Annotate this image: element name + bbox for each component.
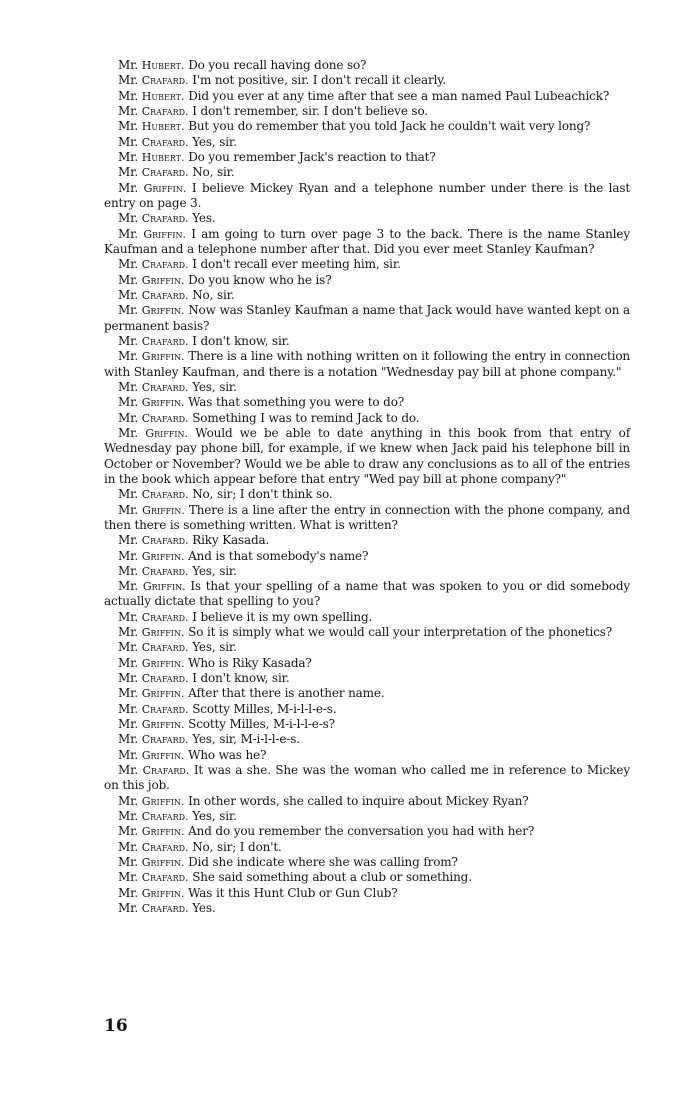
speaker-name: Crafard. [141,871,189,885]
transcript-line [104,227,630,258]
testimony-text: And is that somebody's name? [188,548,369,563]
transcript-line [104,579,630,610]
speaker: Mr. Crafard. [118,379,189,394]
speaker: Mr. Griffin. [118,303,185,318]
speaker-name: Griffin. [141,856,185,870]
testimony-text: Yes. [192,211,216,226]
transcript-line [104,686,630,701]
speaker-name: Hubert. [141,89,185,103]
testimony-text: Yes. [192,901,216,916]
transcript-line [104,73,630,88]
speaker: Mr. Griffin. [118,579,186,594]
speaker: Mr. Hubert. [118,88,185,103]
speaker-name: Crafard. [141,135,189,149]
transcript-line [104,89,630,104]
speaker: Mr. Crafard. [118,640,189,655]
testimony-text: After that there is another name. [188,686,385,701]
transcript-line [104,487,630,502]
testimony-text: I believe Mickey Ryan and a telephone number under there is the last entry on page 3. [104,180,630,210]
speaker: Mr. Griffin. [118,349,185,364]
testimony-text: No, sir; I don't think so. [192,487,333,502]
transcript-line [104,610,630,625]
speaker-name: Crafard. [141,672,189,686]
testimony-text: No, sir. [192,287,235,302]
transcript-line [104,625,630,640]
speaker: Mr. Crafard. [118,870,189,885]
speaker: Mr. Griffin. [118,425,189,440]
transcript-line [104,104,630,119]
speaker-name: Crafard. [141,74,189,88]
speaker-name: Crafard. [142,764,190,778]
speaker-name: Griffin. [141,273,185,287]
transcript-line [104,288,630,303]
speaker: Mr. Griffin. [118,272,185,287]
testimony-text: Do you remember Jack's reaction to that? [188,149,436,164]
speaker-name: Crafard. [141,166,189,180]
speaker: Mr. Griffin. [118,226,187,241]
transcript-line [104,671,630,686]
testimony-text: In other words, she called to inquire about Mickey Ryan? [188,793,529,808]
speaker-name: Griffin. [141,304,185,318]
transcript-line [104,150,630,165]
speaker-name: Crafard. [141,411,189,425]
testimony-text: Yes, sir. [192,563,237,578]
speaker: Mr. Griffin. [118,793,185,808]
speaker: Mr. Crafard. [118,410,189,425]
speaker-name: Griffin. [141,687,185,701]
transcript-line [104,763,630,794]
testimony-text: I am going to turn over page 3 to the back. There is the name Stanley Kaufman and a telephone number after that. Did you ever meet Stanley Kaufman? [104,226,631,256]
speaker-name: Crafard. [141,534,189,548]
speaker-name: Griffin. [145,426,189,440]
speaker-name: Crafard. [141,334,189,348]
speaker-name: Griffin. [143,227,187,241]
speaker: Mr. Crafard. [118,732,189,747]
testimony-text: Do you recall having done so? [188,58,367,72]
transcript-line [104,640,630,655]
transcript-line [104,533,630,548]
transcript-line [104,181,630,212]
transcript-line [104,702,630,717]
transcript-line [104,855,630,870]
speaker-name: Crafard. [141,733,189,747]
testimony-text: Would we be able to date anything in this book from that entry of Wednesday pay phone bill, for example, if we knew when Jack paid his telephone bill in October or November? Would we be able to draw any conclusions as to all of the entries in the book which appear before that entry "Wed pay bill at phone company?" [104,425,630,486]
speaker: Mr. Griffin. [118,686,185,701]
transcript-line [104,334,630,349]
speaker-name: Crafard. [141,380,189,394]
transcript-line [104,380,630,395]
speaker-name: Griffin. [141,626,185,640]
testimony-text: Who is Riky Kasada? [188,655,312,670]
speaker-name: Crafard. [141,610,189,624]
transcript-line [104,840,630,855]
speaker: Mr. Griffin. [118,180,187,195]
speaker-name: Griffin. [142,503,185,517]
page-number: 16 [104,1016,128,1036]
speaker: Mr. Crafard. [118,211,189,226]
speaker-name: Griffin. [141,656,185,670]
speaker: Mr. Griffin. [118,885,185,900]
transcript-line [104,273,630,288]
transcript-line [104,211,630,226]
speaker: Mr. Griffin. [118,502,185,517]
speaker: Mr. Crafard. [118,839,189,854]
transcript-line [104,349,630,380]
speaker-name: Crafard. [141,104,189,118]
speaker-name: Crafard. [141,488,189,502]
speaker: Mr. Griffin. [118,855,185,870]
speaker-name: Crafard. [141,902,189,916]
testimony-text: Yes, sir. [192,134,237,149]
testimony-text: Who was he? [188,747,267,762]
transcript-line [104,794,630,809]
testimony-text: It was a she. She was the woman who called me in reference to Mickey on this job. [104,763,631,793]
testimony-text: She said something about a club or something. [192,870,472,885]
transcript-line [104,165,630,180]
transcript-line [104,395,630,410]
speaker-name: Griffin. [141,549,185,563]
testimony-text: So it is simply what we would call your interpretation of the phonetics? [188,625,613,640]
speaker-name: Griffin. [141,350,185,364]
speaker-name: Griffin. [141,825,185,839]
speaker: Mr. Crafard. [118,809,189,824]
testimony-text: And do you remember the conversation you had with her? [188,824,535,839]
speaker: Mr. Crafard. [118,165,189,180]
speaker: Mr. Crafard. [118,763,190,778]
testimony-text: Riky Kasada. [192,533,270,548]
testimony-text: Do you know who he is? [188,272,332,287]
testimony-text: But you do remember that you told Jack he couldn't wait very long? [188,119,591,134]
transcript-line [104,564,630,579]
speaker-name: Hubert. [141,150,185,164]
speaker: Mr. Crafard. [118,701,189,716]
speaker: Mr. Crafard. [118,609,189,624]
transcript-line [104,748,630,763]
testimony-text: Was it this Hunt Club or Gun Club? [188,885,398,900]
transcript-line [104,824,630,839]
testimony-text: I don't know, sir. [192,333,290,348]
testimony-text: Something I was to remind Jack to do. [192,410,420,425]
speaker-name: Hubert. [141,120,185,134]
speaker: Mr. Crafard. [118,134,189,149]
speaker-name: Crafard. [141,840,189,854]
speaker: Mr. Crafard. [118,257,189,272]
transcript-line [104,901,630,916]
transcript-line [104,656,630,671]
speaker-name: Griffin. [141,718,185,732]
speaker: Mr. Hubert. [118,58,185,72]
speaker: Mr. Crafard. [118,333,189,348]
speaker: Mr. Crafard. [118,901,189,916]
transcript-line [104,411,630,426]
testimony-text: I don't know, sir. [192,671,290,686]
speaker: Mr. Griffin. [118,395,185,410]
speaker: Mr. Crafard. [118,103,189,118]
speaker-name: Griffin. [143,181,187,195]
transcript-line [104,119,630,134]
transcript-line [104,135,630,150]
testimony-text: Scotty Milles, M-i-l-l-e-s. [192,701,337,716]
transcript-line [104,870,630,885]
speaker-name: Crafard. [141,702,189,716]
speaker-name: Crafard. [141,810,189,824]
testimony-text: Yes, sir. [192,640,237,655]
transcript-line [104,809,630,824]
speaker-name: Hubert. [141,59,185,72]
transcript-line [104,257,630,272]
speaker-name: Crafard. [141,212,189,226]
speaker-name: Griffin. [141,396,185,410]
speaker: Mr. Griffin. [118,548,185,563]
transcript-line [104,426,630,487]
testimony-text: Is that your spelling of a name that was spoken to you or did somebody actually dictate that spelling to you? [104,579,631,609]
testimony-text: There is a line with nothing written on it following the entry in connection with Stanley Kaufman, and there is a notation "Wednesday pay bill at phone company." [104,349,630,379]
speaker-name: Griffin. [141,794,185,808]
speaker: Mr. Hubert. [118,149,185,164]
transcript-line [104,886,630,901]
transcript-line [104,732,630,747]
speaker: Mr. Griffin. [118,824,185,839]
testimony-text: I don't remember, sir. I don't believe so. [192,103,428,118]
transcript-line [104,549,630,564]
transcript-line [104,717,630,732]
speaker: Mr. Griffin. [118,717,185,732]
testimony-text: I'm not positive, sir. I don't recall it clearly. [192,73,446,88]
testimony-text: No, sir; I don't. [192,839,282,854]
speaker: Mr. Crafard. [118,73,189,88]
speaker-name: Crafard. [141,564,189,578]
testimony-text: Was that something you were to do? [188,395,405,410]
speaker: Mr. Griffin. [118,625,185,640]
testimony-text: I don't recall ever meeting him, sir. [192,257,401,272]
speaker-name: Griffin. [142,580,186,594]
transcript-line [104,503,630,534]
speaker-name: Griffin. [141,748,185,762]
speaker: Mr. Griffin. [118,655,185,670]
testimony-text: Yes, sir, M-i-l-l-e-s. [192,732,300,747]
testimony-text: Did she indicate where she was calling from? [188,855,458,870]
speaker: Mr. Hubert. [118,119,185,134]
testimony-text: I believe it is my own spelling. [192,609,373,624]
speaker: Mr. Crafard. [118,287,189,302]
speaker: Mr. Crafard. [118,671,189,686]
testimony-text: No, sir. [192,165,235,180]
transcript-page [104,58,630,916]
transcript-line [104,58,630,73]
speaker-name: Crafard. [141,258,189,272]
speaker-name: Griffin. [141,886,185,900]
speaker: Mr. Crafard. [118,533,189,548]
testimony-text: There is a line after the entry in connection with the phone company, and then there is something written. What is written? [104,502,631,532]
testimony-text: Yes, sir. [192,379,237,394]
testimony-text: Now was Stanley Kaufman a name that Jack would have wanted kept on a permanent basis? [104,303,630,333]
speaker: Mr. Crafard. [118,563,189,578]
transcript-line [104,303,630,334]
testimony-text: Did you ever at any time after that see a man named Paul Lubeachick? [188,88,610,103]
speaker: Mr. Crafard. [118,487,189,502]
testimony-text: Scotty Milles, M-i-l-l-e-s? [188,717,335,732]
speaker: Mr. Griffin. [118,747,185,762]
speaker-name: Crafard. [141,288,189,302]
speaker-name: Crafard. [141,641,189,655]
testimony-text: Yes, sir. [192,809,237,824]
